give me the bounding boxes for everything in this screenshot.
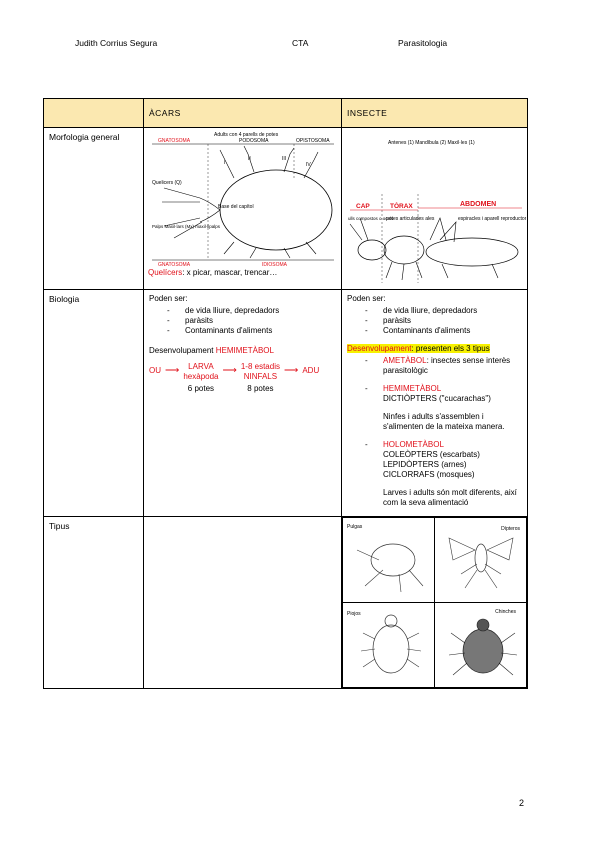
insect-morphology-diagram: [342, 128, 526, 288]
abd-note-label: espiracles i aparell reproductor: [458, 216, 526, 222]
acars-morfologia-cell: [144, 128, 342, 290]
list-item: - de vida lliure, depredadors: [167, 306, 336, 316]
acars-biologia-cell: [144, 290, 342, 517]
idiosoma-label: IDIOSOMA: [262, 262, 288, 268]
insecte-intro: Poden ser:: [347, 294, 386, 303]
row-morfologia: [44, 128, 528, 290]
col-header-acars: ÀCARS: [144, 99, 342, 128]
stage-ninfa: 1-8 estadis NINFALS 8 potes: [240, 362, 280, 393]
stage-adult: ADU: [302, 366, 320, 375]
stage-larva: LARVA hexàpoda 6 potes: [183, 362, 219, 393]
arrow-icon: ⟶: [222, 365, 237, 376]
acars-tipus-cell: [144, 517, 342, 689]
holometabol-item: - HOLOMETÀBOL COLEÒPTERS (escarbats) LEPIDÒPTERS (arnes) CICLORRAFS (mosques) Larves i adults són molt diferents, així com la seva alimentació: [365, 440, 522, 508]
header-topic: Parasitologia: [398, 38, 448, 48]
gnatosoma-bottom-label: GNATOSOMA: [158, 262, 191, 268]
row-biologia: [44, 290, 528, 517]
cap-label: CAP: [356, 203, 370, 210]
opistosoma-label: OPISTOSOMA: [296, 138, 330, 144]
acars-intro: Poden ser:: [149, 294, 188, 303]
ametabol-item: - AMETÀBOL: insectes sense interès parasitològic: [365, 356, 522, 376]
quelicers-caption: Quelícers: x picar, mascar, trencar…: [148, 268, 278, 277]
acars-dev-cycle: [149, 362, 336, 394]
pulgas-image: Pulgas: [343, 518, 435, 603]
insecte-tipus-cell: [342, 517, 528, 689]
gnatosoma-top-label: GNATOSOMA: [158, 138, 191, 144]
arrow-icon: ⟶: [283, 365, 299, 376]
palps-label: Palps Maxil·lars (Mx) maxil·lipalps: [152, 224, 221, 229]
leg-label-1: I: [224, 160, 226, 166]
podosoma-label: PODOSOMA: [239, 138, 269, 144]
dipteros-image: Dípteros: [435, 518, 527, 603]
acars-bio-list: [149, 306, 336, 336]
abdomen-label: ABDOMEN: [460, 201, 497, 208]
list-item: - Contaminants d'aliments: [167, 326, 336, 336]
list-item: - Contaminants d'aliments: [365, 326, 522, 336]
header-blank-cell: [44, 99, 144, 128]
insecte-morfologia-cell: [342, 128, 528, 290]
header-subject: CTA: [292, 38, 309, 48]
row-label-biologia: Biologia: [44, 290, 144, 517]
list-item: - paràsits: [365, 316, 522, 326]
acars-dev-line: Desenvolupament HEMIMETÀBOL: [149, 346, 274, 355]
fig-top-label: Adults con 4 parells de potes: [214, 132, 279, 138]
stage-ou: OU: [149, 366, 161, 375]
idiosoma-body-shape: [220, 170, 332, 250]
col-header-insecte: INSECTE: [342, 99, 528, 128]
insecte-bio-list: [347, 306, 522, 336]
header-row: [44, 99, 528, 128]
leg-label-4: IV: [306, 162, 311, 168]
row-tipus: [44, 517, 528, 689]
base-capitul-label: Base del capítol: [218, 204, 254, 210]
piojos-image: Piojos: [343, 603, 435, 688]
leg-label-3: III: [282, 156, 287, 162]
torax-label: TÒRAX: [390, 203, 413, 210]
acar-morphology-diagram: [144, 128, 340, 268]
chinches-image: Chinches: [435, 603, 527, 688]
hemimetabol-item: - HEMIMETÀBOL DICTIÒPTERS ("cucarachas") Ninfes i adults s'assemblen i s'alimenten de la mateixa manera.: [365, 384, 522, 432]
quelicers-label: Quelicers (Q): [152, 180, 182, 186]
page-number: 2: [519, 798, 525, 808]
row-label-morfologia: Morfologia general: [44, 128, 144, 290]
row-label-tipus: Tipus: [44, 517, 144, 689]
insecte-dev-list: [347, 356, 522, 508]
insecte-dev-line: Desenvolupament: presenten els 3 tipus: [347, 344, 490, 353]
list-item: - paràsits: [167, 316, 336, 326]
insect-types-grid: [342, 517, 527, 688]
list-item: - de vida lliure, depredadors: [365, 306, 522, 316]
arrow-icon: ⟶: [165, 365, 180, 376]
ulls-label: ulls compostos o ocels: [348, 216, 394, 221]
insecte-biologia-cell: [342, 290, 528, 517]
leg-label-2: II: [248, 156, 251, 162]
parasitology-table: [43, 98, 528, 689]
antennes-label: Antenes (1) Mandíbula (2) Maxil·les (1): [388, 140, 475, 146]
header-author: Judith Corrius Segura: [75, 38, 158, 48]
potes-label: potes articulades ales: [386, 216, 435, 222]
